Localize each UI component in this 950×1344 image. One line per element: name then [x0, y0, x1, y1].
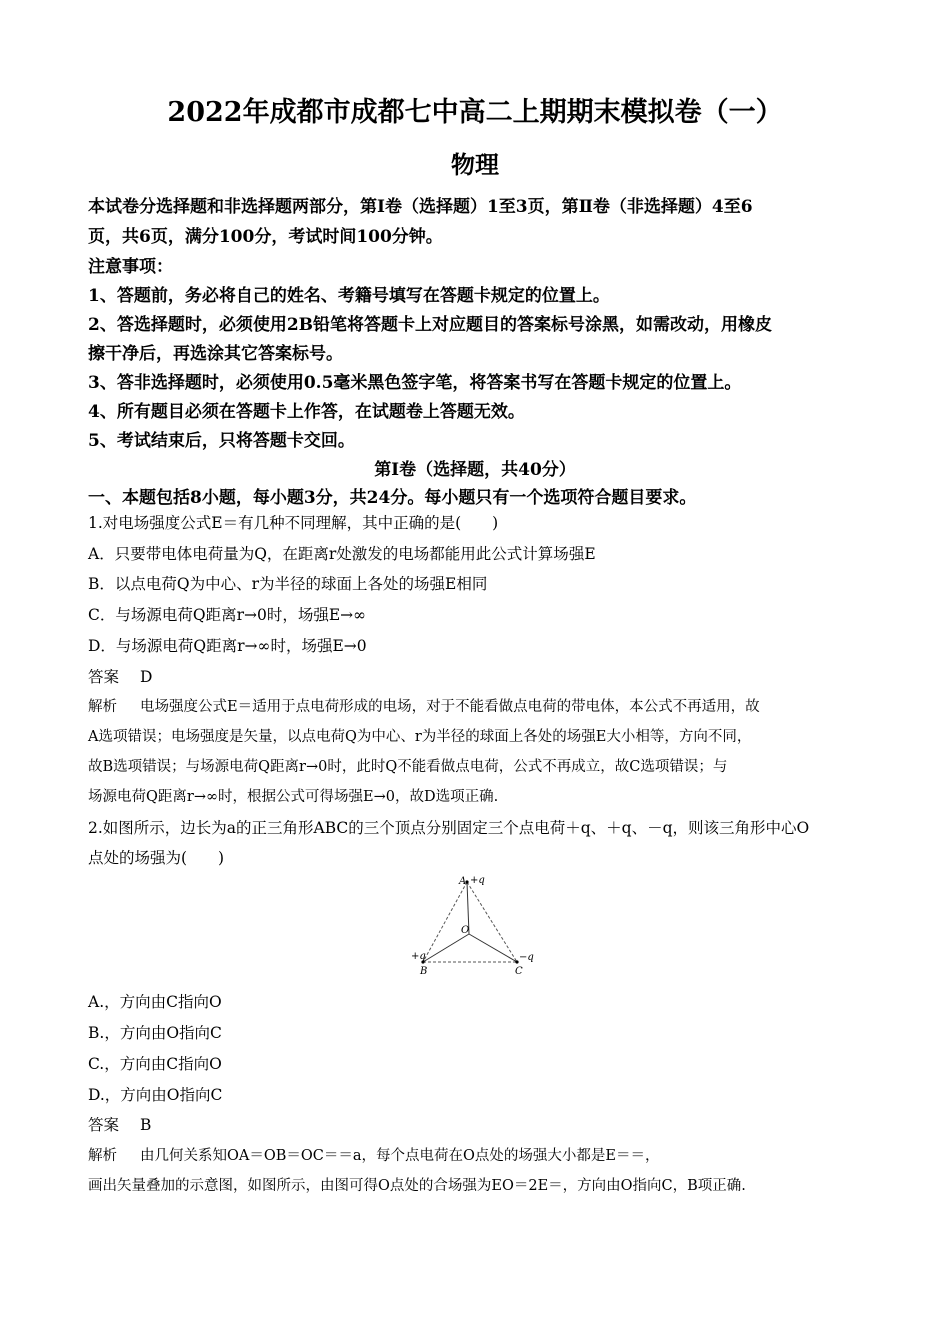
page-title: 2022年成都市成都七中高二上期期末模拟卷（一） [167, 97, 783, 128]
charge-c: −q [519, 952, 534, 963]
notice-item: 2、答选择题时，必须使用2B铅笔将答题卡上对应题目的答案标号涂黑，如需改动，用橡皮 [88, 315, 773, 335]
section-heading: 第Ⅰ卷（选择题，共40分） [374, 460, 576, 480]
notice-item: 擦干净后，再选涂其它答案标号。 [88, 344, 343, 364]
analysis-line [88, 695, 868, 716]
intro-line: 本试卷分选择题和非选择题两部分，第Ⅰ卷（选择题）1至3页，第Ⅱ卷（非选择题）4至6 [88, 197, 753, 217]
triangle-figure [405, 870, 545, 980]
question-option: B.，方向由O指向C [88, 1024, 222, 1042]
analysis-line [88, 1144, 868, 1165]
question-option: C.，方向由C指向O [88, 1055, 222, 1073]
page-subtitle: 物理 [451, 150, 499, 179]
question-option: D．与场源电荷Q距离r→∞时，场强E→0 [88, 637, 367, 655]
notice-heading: 注意事项： [88, 257, 173, 277]
question-option: B．以点电荷Q为中心、r为半径的球面上各处的场强E相同 [88, 575, 488, 593]
segment-ob [423, 934, 469, 962]
label-b: B [420, 966, 428, 977]
charge-a: +q [470, 875, 485, 886]
question-stem: 1.对电场强度公式E＝有几种不同理解，其中正确的是( ) [88, 514, 499, 532]
label-c: C [515, 966, 523, 977]
notice-item: 5、考试结束后，只将答题卡交回。 [88, 431, 355, 451]
answer-value: D [140, 668, 153, 686]
question-option: D.，方向由O指向C [88, 1086, 223, 1104]
label-a: A [459, 876, 467, 887]
label-o: O [461, 925, 470, 936]
analysis-text: 由几何关系知OA＝OB＝OC＝＝a，每个点电荷在O点处的场强大小都是E＝＝， [140, 1148, 660, 1164]
notice-item: 3、答非选择题时，必须使用0.5毫米黑色签字笔，将答案书写在答题卡规定的位置上。 [88, 373, 742, 393]
answer-line [88, 665, 868, 687]
segment-oc [469, 934, 517, 962]
notice-item: 4、所有题目必须在答题卡上作答，在试题卷上答题无效。 [88, 402, 525, 422]
answer-label: 答案 [88, 668, 120, 686]
edge-ab [423, 882, 470, 962]
question-option: C．与场源电荷Q距离r→0时，场强E→∞ [88, 606, 367, 624]
intro-line: 页，共6页，满分100分，考试时间100分钟。 [88, 227, 443, 247]
analysis-text: 故B选项错误；与场源电荷Q距离r→0时，此时Q不能看做点电荷，公式不再成立，故C选项错误；与 [88, 759, 728, 775]
section-part-instruction: 一、本题包括8小题，每小题3分，共24分。每小题只有一个选项符合题目要求。 [88, 488, 697, 508]
question-stem: 2.如图所示，边长为a的正三角形ABC的三个顶点分别固定三个点电荷＋q、＋q、－q，则该三角形中心O [88, 819, 810, 837]
analysis-text: A选项错误；电场强度是矢量，以点电荷Q为中心、r为半径的球面上各处的场强E大小相等，方向不同， [88, 729, 752, 745]
question-option: A.，方向由C指向O [88, 993, 222, 1011]
analysis-text: 场源电荷Q距离r→∞时，根据公式可得场强E→0，故D选项正确. [88, 789, 499, 805]
charge-b: +q [411, 951, 426, 962]
question-stem: 点处的场强为( ) [88, 849, 225, 867]
analysis-text: 画出矢量叠加的示意图，如图所示，由图可得O点处的合场强为EO＝2E＝，方向由O指向C，B项正确. [88, 1178, 746, 1194]
analysis-text: 电场强度公式E＝适用于点电荷形成的电场，对于不能看做点电荷的带电体，本公式不再适用，故 [140, 699, 760, 715]
answer-label: 答案 [88, 1116, 120, 1134]
analysis-label: 解析 [88, 1148, 117, 1164]
notice-item: 1、答题前，务必将自己的姓名、考籍号填写在答题卡规定的位置上。 [88, 286, 610, 306]
question-option: A．只要带电体电荷量为Q，在距离r处激发的电场都能用此公式计算场强E [88, 545, 596, 563]
edge-ac [467, 882, 517, 962]
answer-line [88, 1113, 868, 1135]
answer-value: B [140, 1116, 152, 1134]
analysis-label: 解析 [88, 699, 117, 715]
